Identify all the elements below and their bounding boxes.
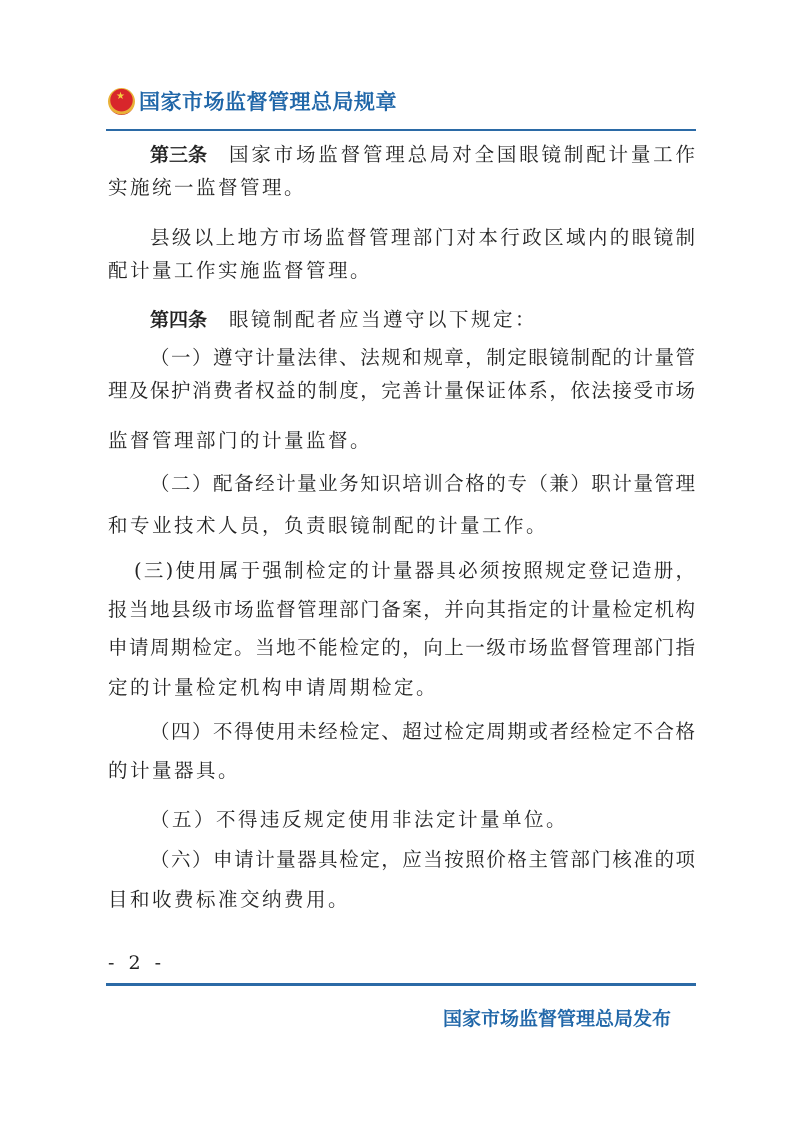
text: 报当地县级市场监督管理部门备案，并向其指定的计量检定机构 — [108, 598, 695, 621]
text-line — [108, 175, 695, 201]
article-heading: 第四条 — [150, 309, 208, 331]
document-header — [108, 86, 397, 116]
text-line — [134, 558, 695, 584]
text: （四）不得使用未经检定、超过检定周期或者经检定不合格 — [150, 720, 695, 743]
text: （六）申请计量器具检定，应当按照价格主管部门核准的项 — [150, 848, 695, 871]
text: （一）遵守计量法律、法规和规章，制定眼镜制配的计量管 — [150, 346, 695, 369]
header-title: 国家市场监督管理总局规章 — [139, 90, 397, 114]
text: (三)使用属于强制检定的计量器具必须按照规定登记造册， — [134, 559, 695, 582]
text: 县级以上地方市场监督管理部门对本行政区域内的眼镜制 — [150, 226, 695, 249]
text-line — [108, 675, 695, 701]
text: 目和收费标准交纳费用。 — [108, 888, 351, 911]
text: （二）配备经计量业务知识培训合格的专（兼）职计量管理 — [150, 472, 695, 495]
text-line — [150, 807, 695, 833]
text-line — [108, 597, 695, 623]
text-line — [108, 887, 695, 913]
text: 申请周期检定。当地不能检定的，向上一级市场监督管理部门指 — [108, 636, 695, 659]
text: （五）不得违反规定使用非法定计量单位。 — [150, 808, 569, 831]
national-emblem-icon — [108, 88, 135, 115]
footer-divider — [106, 983, 696, 986]
text-line — [108, 758, 695, 784]
text: 监督管理部门的计量监督。 — [108, 429, 373, 452]
article-heading: 第三条 — [150, 144, 208, 166]
text: 理及保护消费者权益的制度，完善计量保证体系，依法接受市场 — [108, 379, 695, 402]
text-line — [150, 847, 695, 873]
text: 定的计量检定机构申请周期检定。 — [108, 676, 439, 699]
text-line — [108, 378, 695, 404]
text-line — [150, 345, 695, 371]
text: 眼镜制配者应当遵守以下规定： — [229, 308, 538, 331]
text-line — [150, 471, 695, 497]
article-4-line — [150, 307, 695, 333]
header-divider — [106, 129, 696, 131]
text: 实施统一监督管理。 — [108, 176, 307, 199]
text-line — [108, 635, 695, 661]
text: 和专业技术人员，负责眼镜制配的计量工作。 — [108, 514, 549, 537]
text-line — [108, 258, 695, 284]
article-3-line — [150, 142, 695, 168]
text-line — [150, 719, 695, 745]
text: 的计量器具。 — [108, 759, 241, 782]
text-line: 国家市场监督管理总局对全国眼镜制配计量工作 — [229, 143, 695, 166]
page-number: - 2 - — [108, 952, 166, 974]
text: 配计量工作实施监督管理。 — [108, 259, 373, 282]
text-line — [108, 513, 695, 539]
text-line — [108, 428, 695, 454]
footer-publisher: 国家市场监督管理总局发布 — [443, 1008, 672, 1030]
text-line — [150, 225, 695, 251]
